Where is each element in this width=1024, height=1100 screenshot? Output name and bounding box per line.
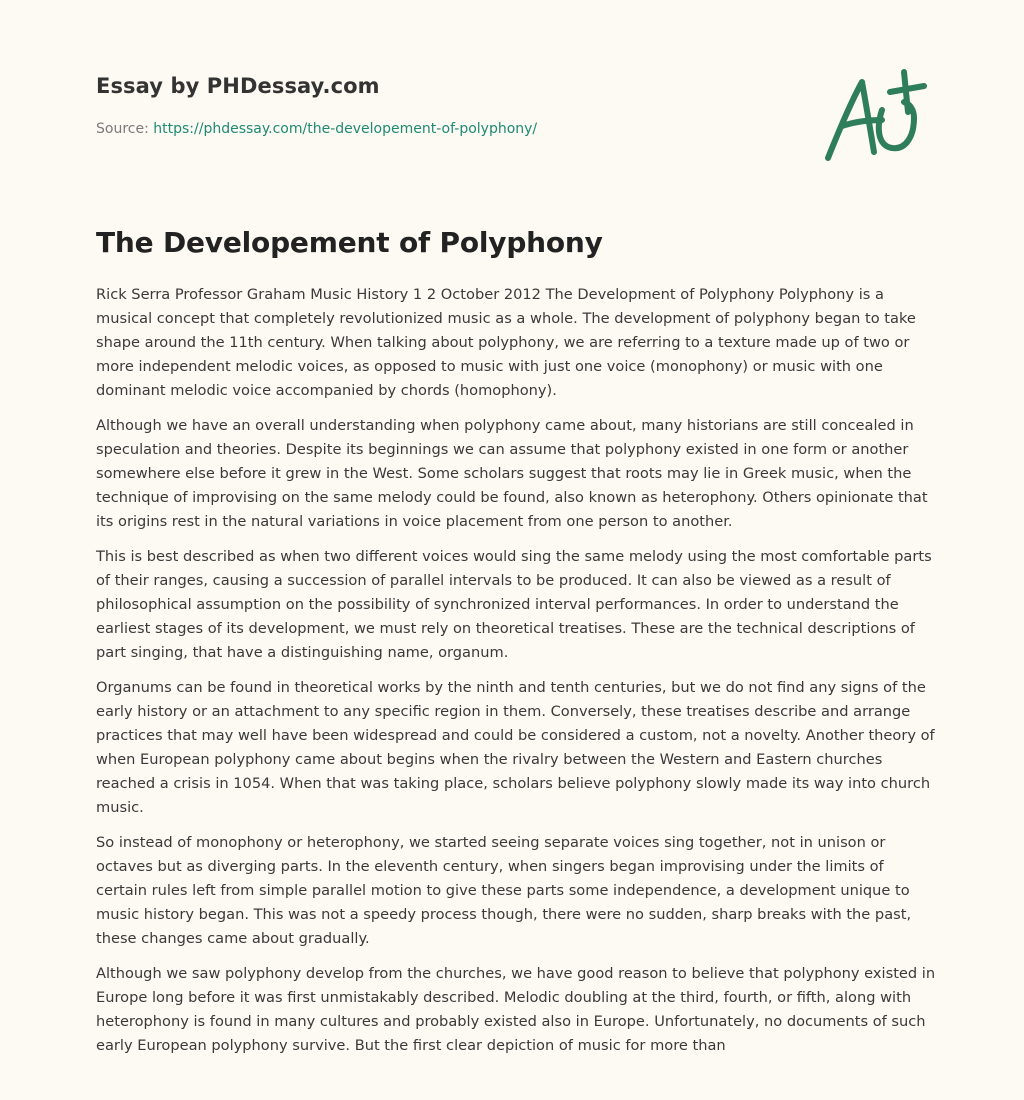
paragraph: Organums can be found in theoretical works by the ninth and tenth centuries, but we do not find any signs of the early history or an attachment to any specific region in them. Conversely, these treatises describe and arrange practices that may well have been widespread and could be considered a custom, not a novelty. Another theory of when European polyphony came about begins when the rivalry between the Western and Eastern churches reached a crisis in 1054. When that was taking place, scholars believe polyphony slowly made its way into church music. [96, 679, 935, 816]
article-body [96, 283, 936, 1069]
essay-header [96, 74, 796, 137]
site-brand: Essay by PHDessay.com [96, 74, 380, 98]
source-label: Source: [96, 121, 149, 137]
paragraph: So instead of monophony or heterophony, we started seeing separate voices sing together, not in unison or octaves but as diverging parts. In the eleventh century, when singers began improvising under the limits of certain rules left from simple parallel motion to give these parts some independence, a development unique to music history began. This was not a speedy process though, there were no sudden, sharp breaks with the past, these changes came about gradually. [96, 834, 912, 947]
paragraph: Although we have an overall understanding when polyphony came about, many historians are still concealed in speculation and theories. Despite its beginnings we can assume that polyphony existed in one form or another somewhere else before it grew in the West. Some scholars suggest that roots may lie in Greek music, when the technique of improvising on the same melody could be found, also known as heterophony. Others opinionate that its origins rest in the natural variations in voice placement from one person to another. [96, 417, 928, 530]
paragraph: This is best described as when two different voices would sing the same melody using the most comfortable parts of their ranges, causing a succession of parallel intervals to be produced. It can also be viewed as a result of philosophical assumption on the possibility of synchronized interval performances. In order to understand the earliest stages of its development, we must rely on theoretical treatises. These are the technical descriptions of part singing, that have a distinguishing name, organum. [96, 548, 932, 661]
paragraph: Although we saw polyphony develop from the churches, we have good reason to believe that polyphony existed in Europe long before it was first unmistakably described. Melodic doubling at the third, fourth, or fifth, along with heterophony is found in many cultures and probably existed also in Europe. Unfortunately, no documents of such early European polyphony survive. But the first clear depiction of music for more than [96, 965, 936, 1054]
a-plus-logo-icon [818, 66, 930, 166]
source-link[interactable]: https://phdessay.com/the-developement-of-polyphony/ [153, 121, 538, 137]
article-title: The Developement of Polyphony [96, 226, 603, 259]
paragraph: Rick Serra Professor Graham Music History 1 2 October 2012 The Development of Polyphony Polyphony is a musical concept that completely revolutionized music as a whole. The development of polyphony began to take shape around the 11th century. When talking about polyphony, we are referring to a texture made up of two or more independent melodic voices, as opposed to music with just one voice (monophony) or music with one dominant melodic voice accompanied by chords (homophony). [96, 286, 916, 399]
source-line [96, 121, 796, 137]
